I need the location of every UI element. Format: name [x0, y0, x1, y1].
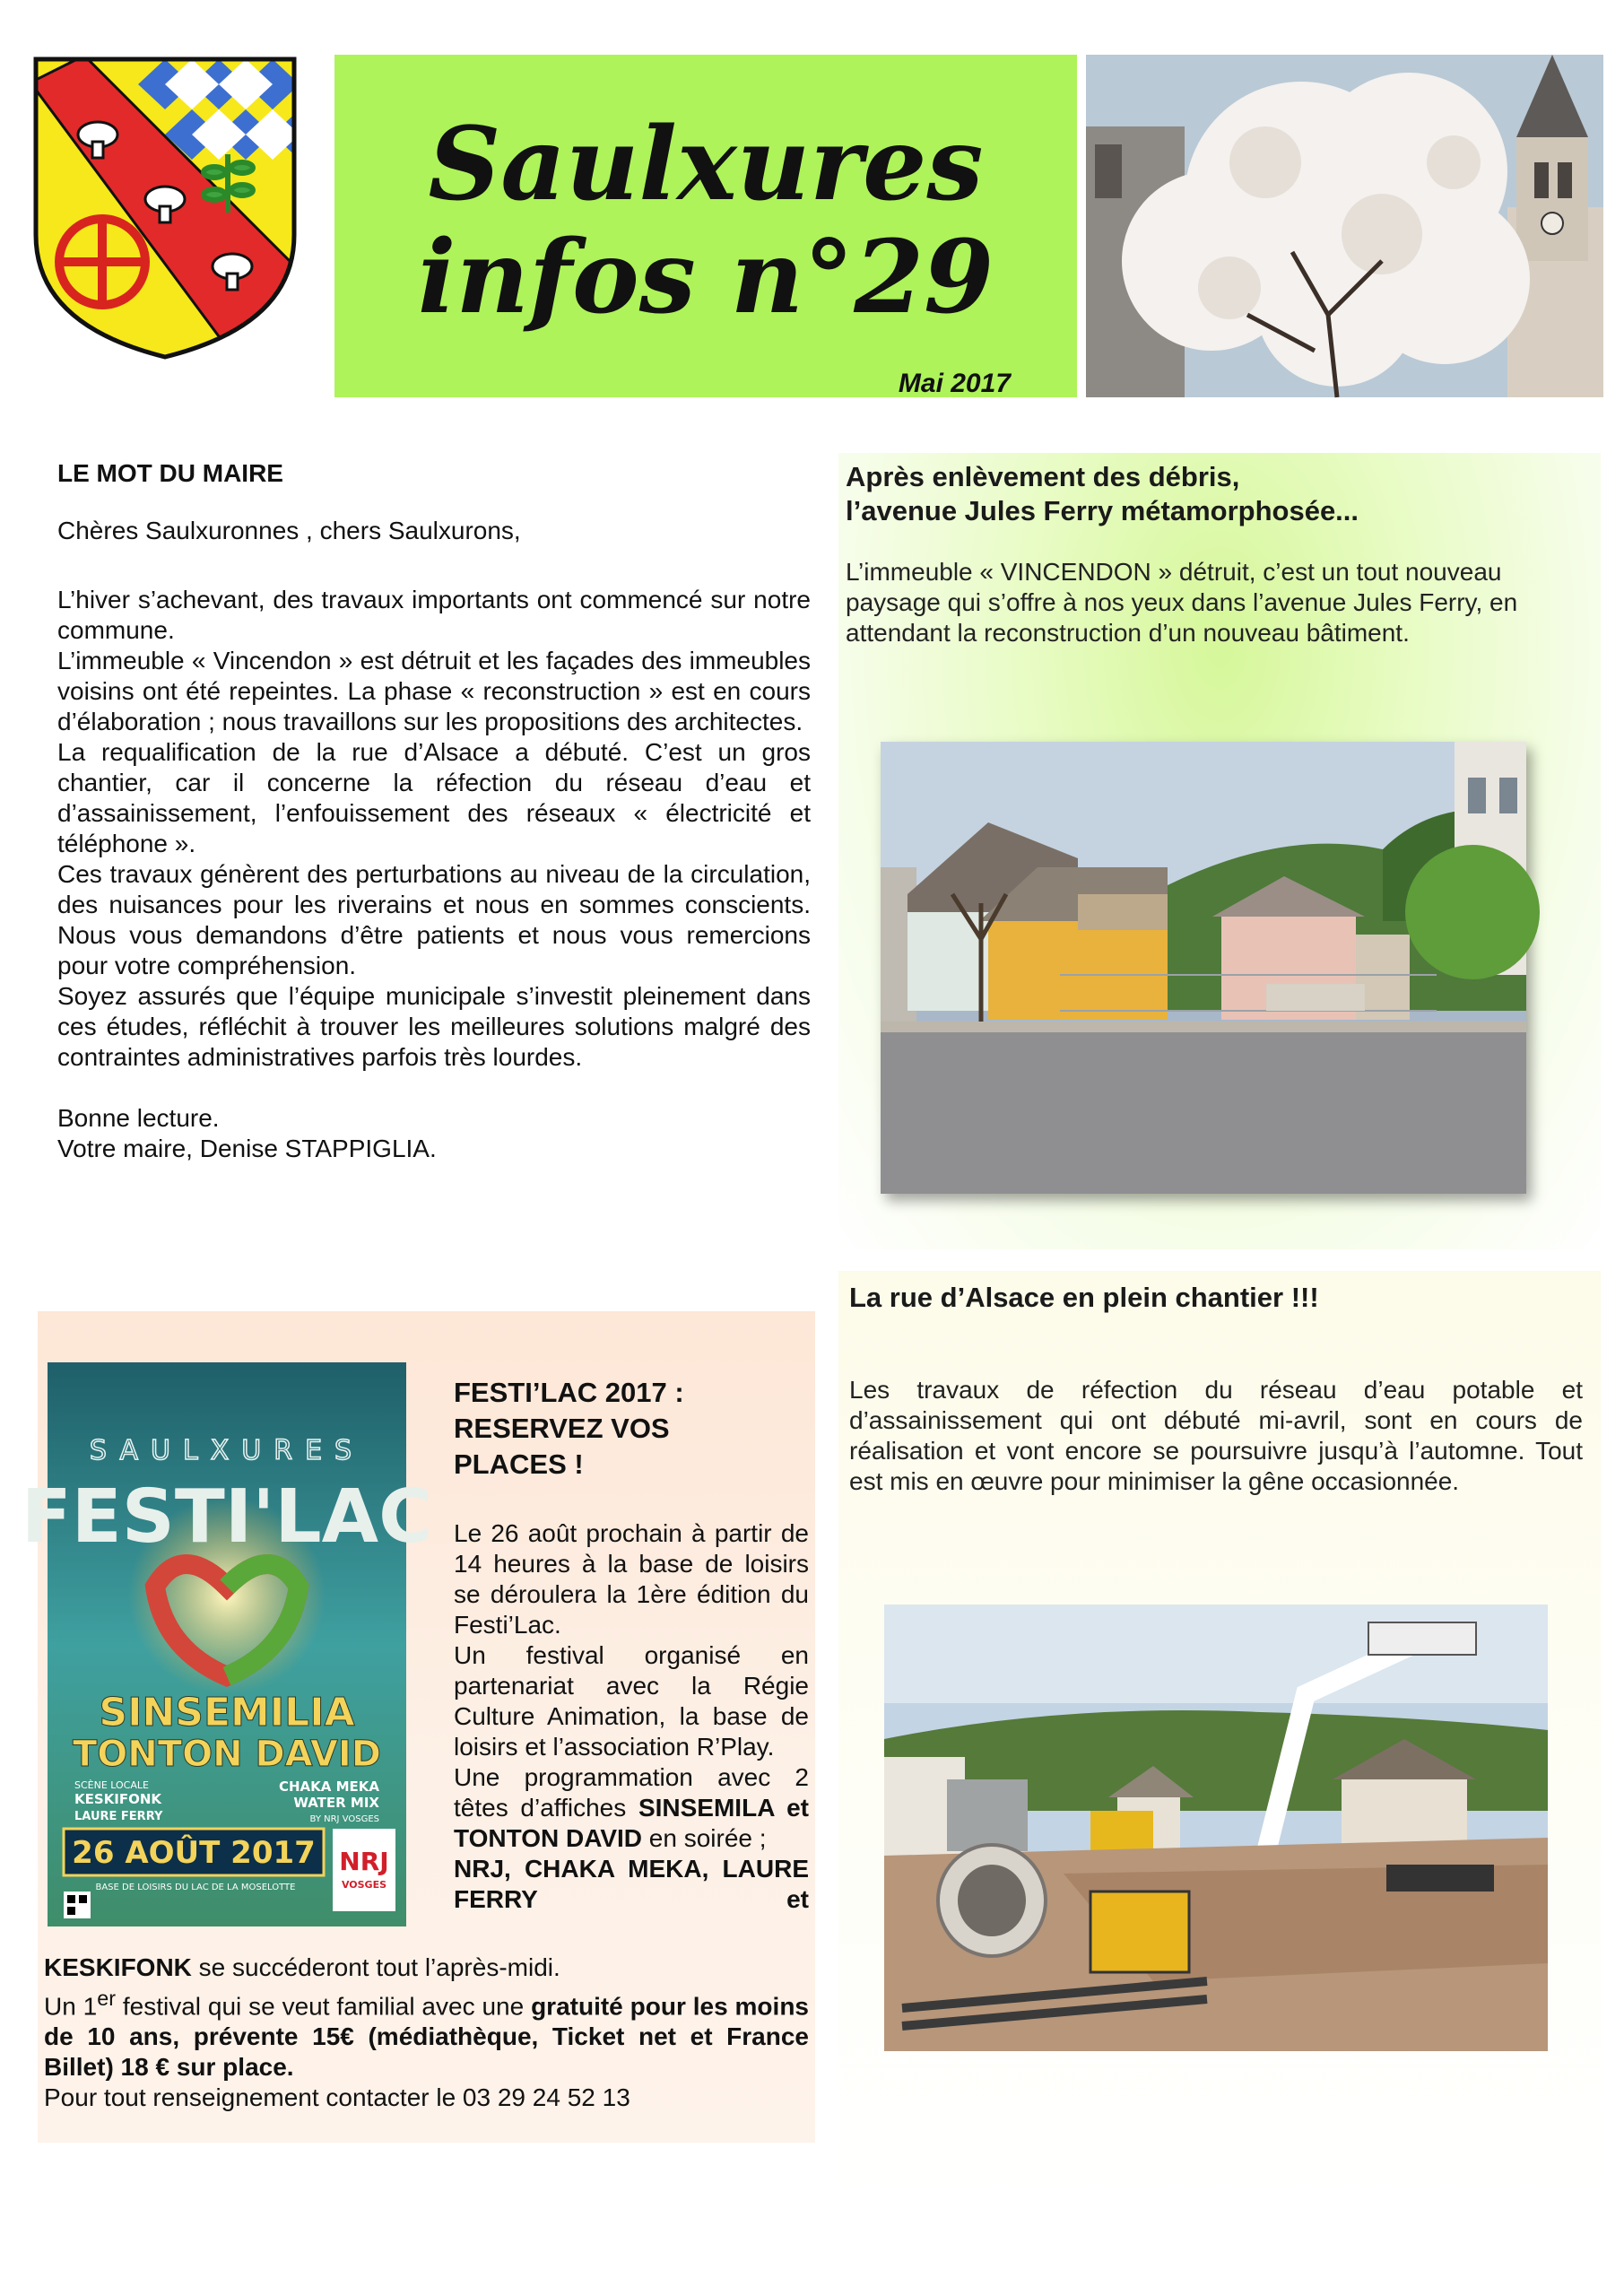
mayor-message: [57, 459, 811, 1164]
mayor-closing: Bonne lecture.: [57, 1104, 220, 1132]
festilac-paragraph: [44, 1952, 809, 1983]
mayor-paragraph: Ces travaux génèrent des perturbations au niveau de la circulation, des nuisances pour les riverains et nous en sommes conscients. Nous vous demandons d’être patients et nous vous remercions pour votre compréhension.: [57, 860, 811, 979]
mayor-heading: LE MOT DU MAIRE: [57, 459, 283, 487]
festilac-tail: [44, 1952, 809, 2113]
festilac-text: Un 1: [44, 1992, 98, 2021]
festilac-artist: KESKIFONK: [44, 1953, 192, 1981]
poster-local-2: LAURE FERRY: [74, 1810, 163, 1823]
issue-date: Mai 2017: [898, 369, 1011, 398]
poster-date: 26 AOÛT 2017: [72, 1835, 316, 1871]
alsace-body: Les travaux de réfection du réseau d’eau potable et d’assainissement qui ont débuté mi-avril, sont en cours de réalisation et vont encore se poursuivre jusqu’à l’automne. Tout est mis en œuvre pour minimiser la gêne occasionnée.: [849, 1376, 1583, 1495]
festilac-superscript: er: [97, 1987, 116, 2010]
coat-of-arms-logo: [30, 56, 300, 361]
alsace-title: La rue d’Alsace en plein chantier !!!: [849, 1282, 1319, 1313]
festilac-free: gratuité: [531, 1992, 623, 2021]
poster-local-1: KESKIFONK: [74, 1791, 162, 1807]
mayor-body: [57, 585, 811, 1073]
festilac-artist-list: NRJ, CHAKA MEKA, LAURE FERRY et: [454, 1855, 809, 1913]
festilac-text: festival qui se veut familial avec une: [116, 1992, 532, 2021]
ferry-title: [846, 460, 1359, 528]
ferry-body: L’immeuble « VINCENDON » détruit, c’est un tout nouveau paysage qui s’offre à nos yeux dans l’avenue Jules Ferry, en attendant la reconstruction d’un nouveau bâtiment.: [846, 558, 1518, 647]
ferry-title-line-2: l’avenue Jules Ferry métamorphosée...: [846, 495, 1359, 526]
festilac-pricing: [44, 1983, 809, 2083]
festilac-artists: [454, 1854, 809, 1915]
poster-nrj-logo: NRJ: [339, 1847, 389, 1876]
festilac-poster: [21, 1362, 433, 1926]
masthead-banner: [334, 55, 1077, 397]
poster-brand: FESTI'LAC: [21, 1474, 433, 1560]
festilac-title-line-2: RESERVEZ VOS: [454, 1413, 670, 1444]
festilac-text: en soirée ;: [642, 1824, 767, 1852]
mayor-paragraph: L’hiver s’achevant, des travaux importants ont commencé sur notre commune.: [57, 586, 811, 644]
festilac-title: [454, 1375, 723, 1483]
mayor-signoff: [57, 1103, 811, 1164]
poster-headliner-2: TONTON DAVID: [73, 1734, 381, 1775]
festilac-title-line-1: FESTI’LAC 2017 :: [454, 1377, 684, 1408]
poster-right-1: CHAKA MEKA: [278, 1779, 379, 1795]
poster-top-line: SAULXURES: [89, 1435, 365, 1466]
festilac-paragraph: Le 26 août prochain à partir de 14 heures à la base de loisirs se déroulera la 1ère édition du Festi’Lac.: [454, 1519, 809, 1639]
festilac-body: [454, 1518, 809, 1915]
festilac-title-line-3: PLACES !: [454, 1448, 584, 1480]
title-line-2: infos n°29: [417, 219, 994, 336]
festilac-paragraph: [454, 1762, 809, 1854]
poster-nrj-sub: VOSGES: [341, 1879, 387, 1891]
avenue-jules-ferry-photo: [881, 742, 1526, 1194]
festilac-prices: pour les moins de 10 ans, prévente 15€ (médiathèque, Ticket net et France Billet) 18 € sur place.: [44, 1992, 809, 2082]
poster-right-2: WATER MIX: [293, 1795, 379, 1811]
mayor-signature: Votre maire, Denise STAPPIGLIA.: [57, 1135, 437, 1162]
poster-venue: BASE DE LOISIRS DU LAC DE LA MOSELOTTE: [95, 1883, 296, 1892]
mayor-greeting: Chères Saulxuronnes , chers Saulxurons,: [57, 517, 521, 544]
festilac-text: se succéderont tout l’après-midi.: [191, 1953, 560, 1981]
festilac-contact: Pour tout renseignement contacter le 03 29 24 52 13: [44, 2083, 630, 2112]
festilac-text: [623, 1992, 630, 2020]
poster-headliner-1: SINSEMILIA: [99, 1690, 355, 1735]
poster-right-3: BY NRJ VOSGES: [309, 1814, 379, 1824]
ferry-title-line-1: Après enlèvement des débris,: [846, 461, 1240, 492]
mayor-paragraph: La requalification de la rue d’Alsace a débuté. C’est un gros chantier, car il concerne la réfection du réseau d’eau et d’assainissement, l’enfouissement des réseaux « électricité et téléphone ».: [57, 738, 811, 857]
mayor-paragraph: L’immeuble « Vincendon » est détruit et les façades des immeubles voisins ont été repeintes. La phase « reconstruction » est en cours d’élaboration ; nous travaillons sur les propositions des architectes.: [57, 647, 811, 735]
church-blossom-photo: [1086, 55, 1603, 397]
festilac-headliners: SINSEMILA et TONTON DAVID: [454, 1794, 809, 1852]
poster-scene-label: SCÈNE LOCALE: [74, 1779, 149, 1791]
festilac-paragraph: Un festival organisé en partenariat avec la Régie Culture Animation, la base de loisirs et l’association R’Play.: [454, 1641, 809, 1761]
mayor-paragraph: Soyez assurés que l’équipe municipale s’investit pleinement dans ces études, réfléchit à trouver les meilleures solutions malgré des contraintes administratives parfois très lourdes.: [57, 982, 811, 1071]
title-line-1: Saulxures: [428, 106, 984, 223]
newsletter-title: [334, 106, 1077, 336]
rue-alsace-worksite-photo: [884, 1605, 1548, 2051]
festilac-text: Une programmation avec 2 têtes d’affiches: [454, 1763, 809, 1822]
